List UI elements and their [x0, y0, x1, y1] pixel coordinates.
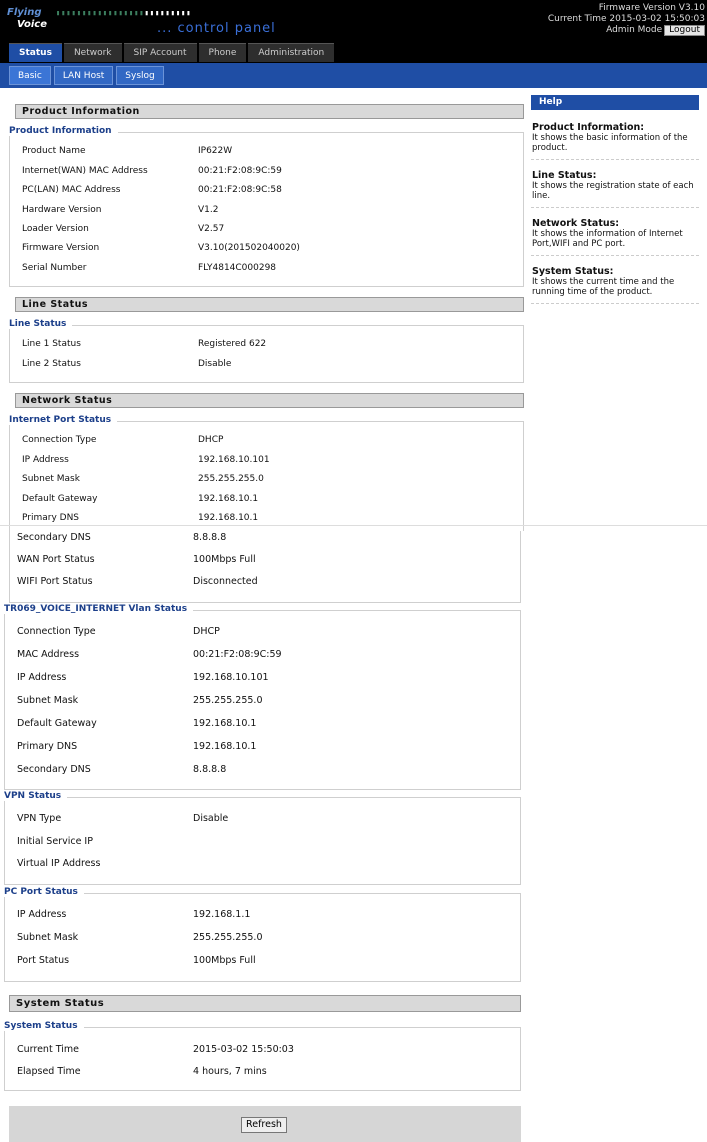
row-label: Secondary DNS	[17, 532, 91, 543]
pc-port-legend: PC Port Status	[4, 887, 84, 897]
row-label: Default Gateway	[17, 718, 97, 729]
system-row	[17, 1044, 520, 1056]
pc-row	[17, 955, 520, 967]
product-row	[22, 166, 523, 178]
help-heading: Line Status:	[532, 170, 597, 181]
row-value: 192.168.10.101	[198, 455, 270, 465]
row-value: FLY4814C000298	[198, 263, 277, 273]
product-info-bar: Product Information	[15, 104, 524, 119]
row-value: 4 hours, 7 mins	[193, 1066, 267, 1077]
row-value: 100Mbps Full	[193, 955, 256, 966]
row-label: Default Gateway	[22, 494, 98, 504]
product-row	[22, 185, 523, 197]
row-label: IP Address	[17, 909, 67, 920]
row-value: Registered 622	[198, 339, 267, 349]
internet-row	[22, 435, 523, 447]
tab-administration[interactable]: Administration	[248, 43, 334, 62]
help-text: It shows the information of Internet Port,WIFI and PC port.	[532, 229, 683, 249]
row-value: 100Mbps Full	[193, 554, 256, 565]
system-status-fieldset	[4, 1021, 521, 1091]
row-value: DHCP	[198, 435, 224, 445]
row-label: Line 2 Status	[22, 359, 81, 369]
row-value: 192.168.10.1	[198, 494, 259, 504]
tab-sip-account[interactable]: SIP Account	[124, 43, 197, 62]
row-label: Subnet Mask	[17, 695, 79, 706]
admin-mode: Admin Mode	[606, 25, 663, 35]
internet-row	[22, 455, 523, 467]
vlan-row	[17, 718, 520, 730]
internet-row	[17, 532, 520, 544]
subtab-lan-host[interactable]: LAN Host	[54, 66, 113, 85]
internet-row	[22, 513, 523, 525]
internet-row	[17, 554, 520, 566]
row-value: 192.168.10.1	[193, 718, 257, 729]
line-status-bar: Line Status	[15, 297, 524, 312]
vlan-row	[17, 741, 520, 753]
internet-port-fieldset-cont	[9, 531, 521, 603]
row-label: Primary DNS	[17, 741, 78, 752]
header	[0, 0, 707, 64]
row-label: WAN Port Status	[17, 554, 95, 565]
help-text: It shows the basic information of the product.	[532, 133, 688, 153]
pc-row	[17, 932, 520, 944]
line-row	[22, 359, 523, 371]
product-row	[22, 224, 523, 236]
row-label: WIFI Port Status	[17, 576, 93, 587]
row-label: MAC Address	[17, 649, 80, 660]
tab-status[interactable]: Status	[9, 43, 62, 62]
vpn-row	[17, 813, 520, 825]
network-status-bar: Network Status	[15, 393, 524, 408]
main-tabs	[9, 43, 334, 62]
vlan-row	[17, 764, 520, 776]
help-item	[531, 262, 699, 304]
row-value: 255.255.255.0	[193, 932, 263, 943]
sub-navigation	[0, 63, 707, 88]
system-row	[17, 1066, 520, 1078]
row-label: Elapsed Time	[17, 1066, 81, 1077]
internet-row	[17, 576, 520, 588]
refresh-button[interactable]: Refresh	[241, 1117, 287, 1133]
product-info-legend: Product Information	[9, 126, 118, 136]
row-label: Line 1 Status	[22, 339, 81, 349]
row-value: 00:21:F2:08:9C:59	[193, 649, 282, 660]
help-item	[531, 118, 699, 160]
vpn-status-fieldset	[4, 791, 521, 885]
row-value: 8.8.8.8	[193, 764, 227, 775]
internet-row	[22, 494, 523, 506]
row-label: Subnet Mask	[22, 474, 80, 484]
product-row	[22, 205, 523, 217]
control-panel-title: ... control panel	[157, 21, 276, 36]
product-row	[22, 263, 523, 275]
product-row	[22, 146, 523, 158]
row-label: VPN Type	[17, 813, 62, 824]
row-value: 255.255.255.0	[198, 474, 264, 484]
header-info	[548, 3, 705, 36]
vpn-row	[17, 836, 520, 848]
vlan-row	[17, 649, 520, 661]
row-label: IP Address	[22, 455, 69, 465]
pc-row	[17, 909, 520, 921]
row-label: Loader Version	[22, 224, 89, 234]
help-panel	[531, 95, 699, 304]
row-label: Secondary DNS	[17, 764, 91, 775]
row-label: Hardware Version	[22, 205, 102, 215]
vlan-status-legend: TR069_VOICE_INTERNET Vlan Status	[4, 604, 193, 614]
help-heading: System Status:	[532, 266, 614, 277]
row-label: Subnet Mask	[17, 932, 79, 943]
row-label: Connection Type	[17, 626, 96, 637]
row-label: Firmware Version	[22, 243, 100, 253]
row-label: PC(LAN) MAC Address	[22, 185, 121, 195]
help-title: Help	[531, 95, 699, 110]
help-heading: Network Status:	[532, 218, 620, 229]
vpn-status-legend: VPN Status	[4, 791, 67, 801]
page-divider	[0, 525, 707, 526]
row-value: V1.2	[198, 205, 219, 215]
current-time: Current Time 2015-03-02 15:50:03	[547, 14, 705, 24]
help-item	[531, 166, 699, 208]
flying-voice-logo	[7, 7, 48, 37]
row-value: 8.8.8.8	[193, 532, 227, 543]
row-label: Product Name	[22, 146, 86, 156]
row-label: Current Time	[17, 1044, 79, 1055]
row-value: 192.168.10.101	[193, 672, 269, 683]
vlan-row	[17, 695, 520, 707]
vlan-status-fieldset	[4, 604, 521, 790]
product-row	[22, 243, 523, 255]
logo-line2: Voice	[17, 19, 48, 30]
internet-row	[22, 474, 523, 486]
pc-port-fieldset	[4, 887, 521, 982]
row-label: Connection Type	[22, 435, 97, 445]
row-label: Serial Number	[22, 263, 87, 273]
logout-button[interactable]: Logout	[664, 25, 705, 36]
row-value: 192.168.10.1	[198, 513, 259, 523]
line-status-fieldset	[9, 319, 524, 383]
row-value: 2015-03-02 15:50:03	[193, 1044, 294, 1055]
internet-port-legend: Internet Port Status	[9, 415, 117, 425]
help-heading: Product Information:	[532, 122, 645, 133]
row-value: Disable	[193, 813, 229, 824]
vlan-row	[17, 672, 520, 684]
system-status-legend: System Status	[4, 1021, 84, 1031]
decorative-dots: ▮▮▮▮▮▮▮▮▮▮▮▮▮▮▮▮▮▮▮▮▮▮▮▮▮▮	[56, 9, 192, 17]
line-row	[22, 339, 523, 351]
row-value: 00:21:F2:08:9C:58	[198, 185, 282, 195]
line-status-legend: Line Status	[9, 319, 72, 329]
row-label: Initial Service IP	[17, 836, 93, 847]
subtab-syslog[interactable]: Syslog	[116, 66, 163, 85]
logo-line1: Flying	[7, 7, 42, 18]
row-label: Internet(WAN) MAC Address	[22, 166, 148, 176]
row-label: Primary DNS	[22, 513, 80, 523]
tab-network[interactable]: Network	[64, 43, 122, 62]
row-value: V3.10(201502040020)	[198, 243, 300, 253]
row-value: V2.57	[198, 224, 225, 234]
row-value: 255.255.255.0	[193, 695, 263, 706]
row-value: Disconnected	[193, 576, 258, 587]
help-text: It shows the registration state of each line.	[532, 181, 694, 201]
tab-phone[interactable]: Phone	[199, 43, 247, 62]
row-value: Disable	[198, 359, 232, 369]
product-info-fieldset	[9, 126, 524, 287]
row-label: Virtual IP Address	[17, 858, 101, 869]
row-value: 00:21:F2:08:9C:59	[198, 166, 282, 176]
row-label: IP Address	[17, 672, 67, 683]
subtab-basic[interactable]: Basic	[9, 66, 51, 85]
internet-port-fieldset	[9, 415, 524, 531]
row-value: 192.168.10.1	[193, 741, 257, 752]
firmware-version: Firmware Version V3.10	[598, 3, 705, 13]
vlan-row	[17, 626, 520, 638]
vpn-row	[17, 858, 520, 870]
system-status-bar: System Status	[9, 995, 521, 1012]
help-item	[531, 214, 699, 256]
help-text: It shows the current time and the running time of the product.	[532, 277, 675, 297]
row-value: IP622W	[198, 146, 233, 156]
row-value: 192.168.1.1	[193, 909, 251, 920]
row-value: DHCP	[193, 626, 220, 637]
row-label: Port Status	[17, 955, 70, 966]
